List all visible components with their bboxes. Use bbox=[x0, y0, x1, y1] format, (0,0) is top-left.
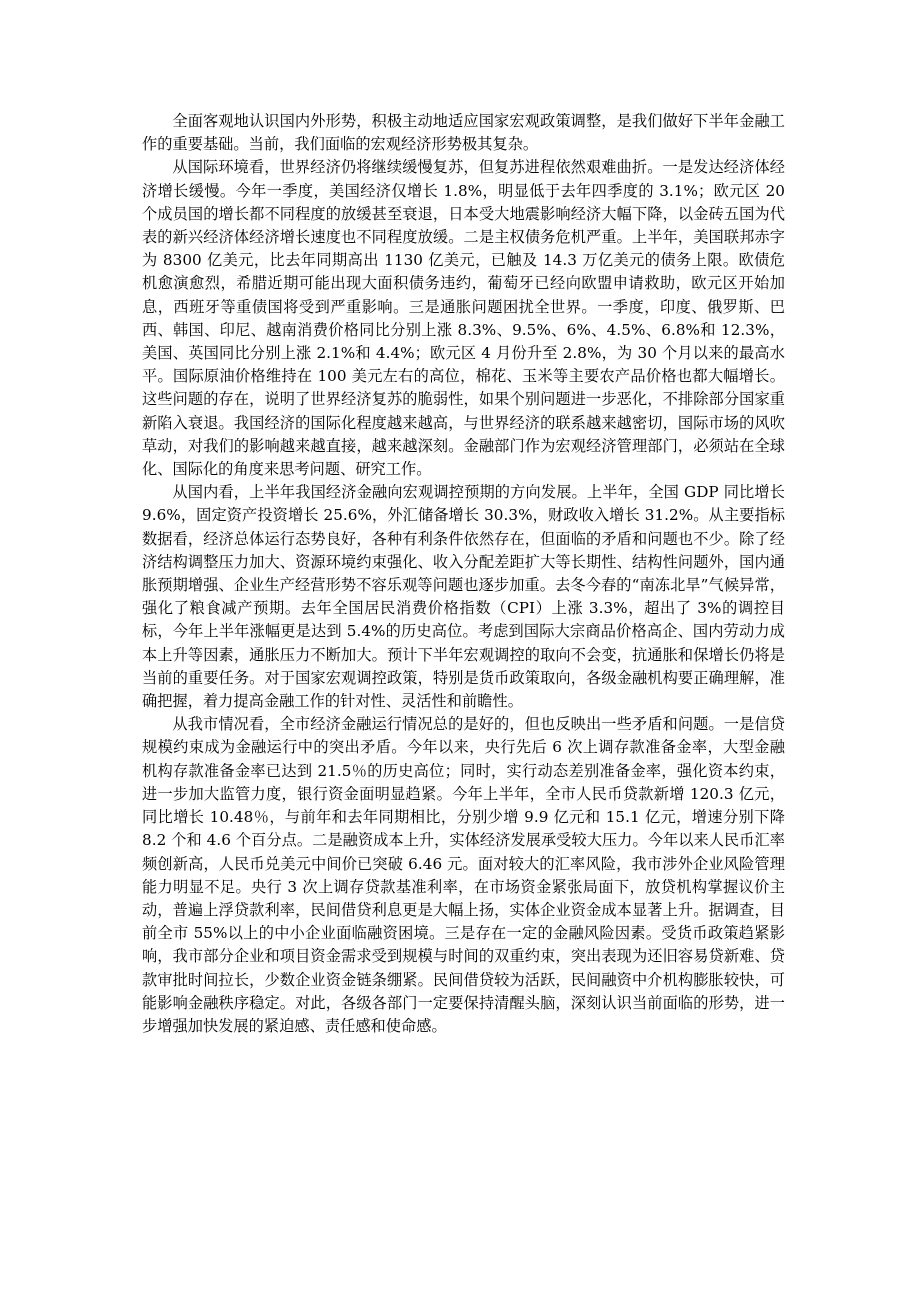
paragraph-local: 从我市情况看，全市经济金融运行情况总的是好的，但也反映出一些矛盾和问题。一是信贷规模约束成为金融运行中的突出矛盾。今年以来，央行先后 6 次上调存款准备金率，大型金融机构存款准备金率已达到 21.5％的历史高位；同时，实行动态差别准备金率，强化资本约束，进一步加大监管力度，银行资金面明显趋紧。今年上半年，全市人民币贷款新增 120.3 亿元，同比增长 10.48％，与前年和去年同期相比，分别少增 9.9 亿元和 15.1 亿元，增速分别下降 8.2 个和 4.6 个百分点。二是融资成本上升，实体经济发展承受较大压力。今年以来人民币汇率频创新高，人民币兑美元中间价已突破 6.46 元。面对较大的汇率风险，我市涉外企业风险管理能力明显不足。央行 3 次上调存贷款基准利率，在市场资金紧张局面下，放贷机构掌握议价主动，普遍上浮贷款利率，民间借贷利息更是大幅上扬，实体企业资金成本显著上升。据调查，目前全市 55%以上的中小企业面临融资困境。三是存在一定的金融风险因素。受货币政策趋紧影响，我市部分企业和项目资金需求受到规模与时间的双重约束，突出表现为还旧容易贷新难、贷款审批时间拉长，少数企业资金链条绷紧。民间借贷较为活跃，民间融资中介机构膨胀较快，可能影响金融秩序稳定。对此，各级各部门一定要保持清醒头脑，深刻认识当前面临的形势，进一步增强加快发展的紧迫感、责任感和使命感。 bbox=[142, 715, 785, 1035]
paragraph-international: 从国际环境看，世界经济仍将继续缓慢复苏，但复苏进程依然艰难曲折。一是发达经济体经济增长缓慢。今年一季度，美国经济仅增长 1.8%，明显低于去年四季度的 3.1%；欧元区 20 个成员国的增长都不同程度的放缓甚至衰退，日本受大地震影响经济大幅下降，以金砖五国为代表的新兴经济体经济增长速度也不同程度放缓。二是主权债务危机严重。上半年，美国联邦赤字为 8300 亿美元，比去年同期高出 1130 亿美元，已触及 14.3 万亿美元的债务上限。欧债危机愈演愈烈，希腊近期可能出现大面积债务违约，葡萄牙已经向欧盟申请救助，欧元区开始加息，西班牙等重债国将受到严重影响。三是通胀问题困扰全世界。一季度，印度、俄罗斯、巴西、韩国、印尼、越南消费价格同比分别上涨 8.3%、9.5%、6%、4.5%、6.8%和 12.3%，美国、英国同比分别上涨 2.1%和 4.4%；欧元区 4 月份升至 2.8%，为 30 个月以来的最高水平。国际原油价格维持在 100 美元左右的高位，棉花、玉米等主要农产品价格也都大幅增长。这些问题的存在，说明了世界经济复苏的脆弱性，如果个别问题进一步恶化，不排除部分国家重新陷入衰退。我国经济的国际化程度越来越高，与世界经济的联系越来越密切，国际市场的风吹草动，对我们的影响越来越直接，越来越深刻。金融部门作为宏观经济管理部门，必须站在全球化、国际化的角度来思考问题、研究工作。 bbox=[142, 158, 785, 479]
document-body bbox=[142, 110, 785, 1038]
paragraph-intro: 全面客观地认识国内外形势，积极主动地适应国家宏观政策调整，是我们做好下半年金融工作的重要基础。当前，我们面临的宏观经济形势极其复杂。 bbox=[142, 112, 785, 154]
paragraph-domestic: 从国内看，上半年我国经济金融向宏观调控预期的方向发展。上半年，全国 GDP 同比增长 9.6%，固定资产投资增长 25.6%，外汇储备增长 30.3%，财政收入增长 31.2%。从主要指标数据看，经济总体运行态势良好，各种有利条件依然存在，但面临的矛盾和问题也不少。除了经济结构调整压力加大、资源环境约束强化、收入分配差距扩大等长期性、结构性问题外，国内通胀预期增强、企业生产经营形势不容乐观等问题也逐步加重。去冬今春的“南冻北旱”气候异常，强化了粮食减产预期。去年全国居民消费价格指数（CPI）上涨 3.3%，超出了 3%的调控目标，今年上半年涨幅更是达到 5.4%的历史高位。考虑到国际大宗商品价格高企、国内劳动力成本上升等因素，通胀压力不断加大。预计下半年宏观调控的取向不会变，抗通胀和保增长仍将是当前的重要任务。对于国家宏观调控政策，特别是货币政策取向，各级金融机构要正确理解，准确把握，着力提高金融工作的针对性、灵活性和前瞻性。 bbox=[142, 483, 785, 711]
